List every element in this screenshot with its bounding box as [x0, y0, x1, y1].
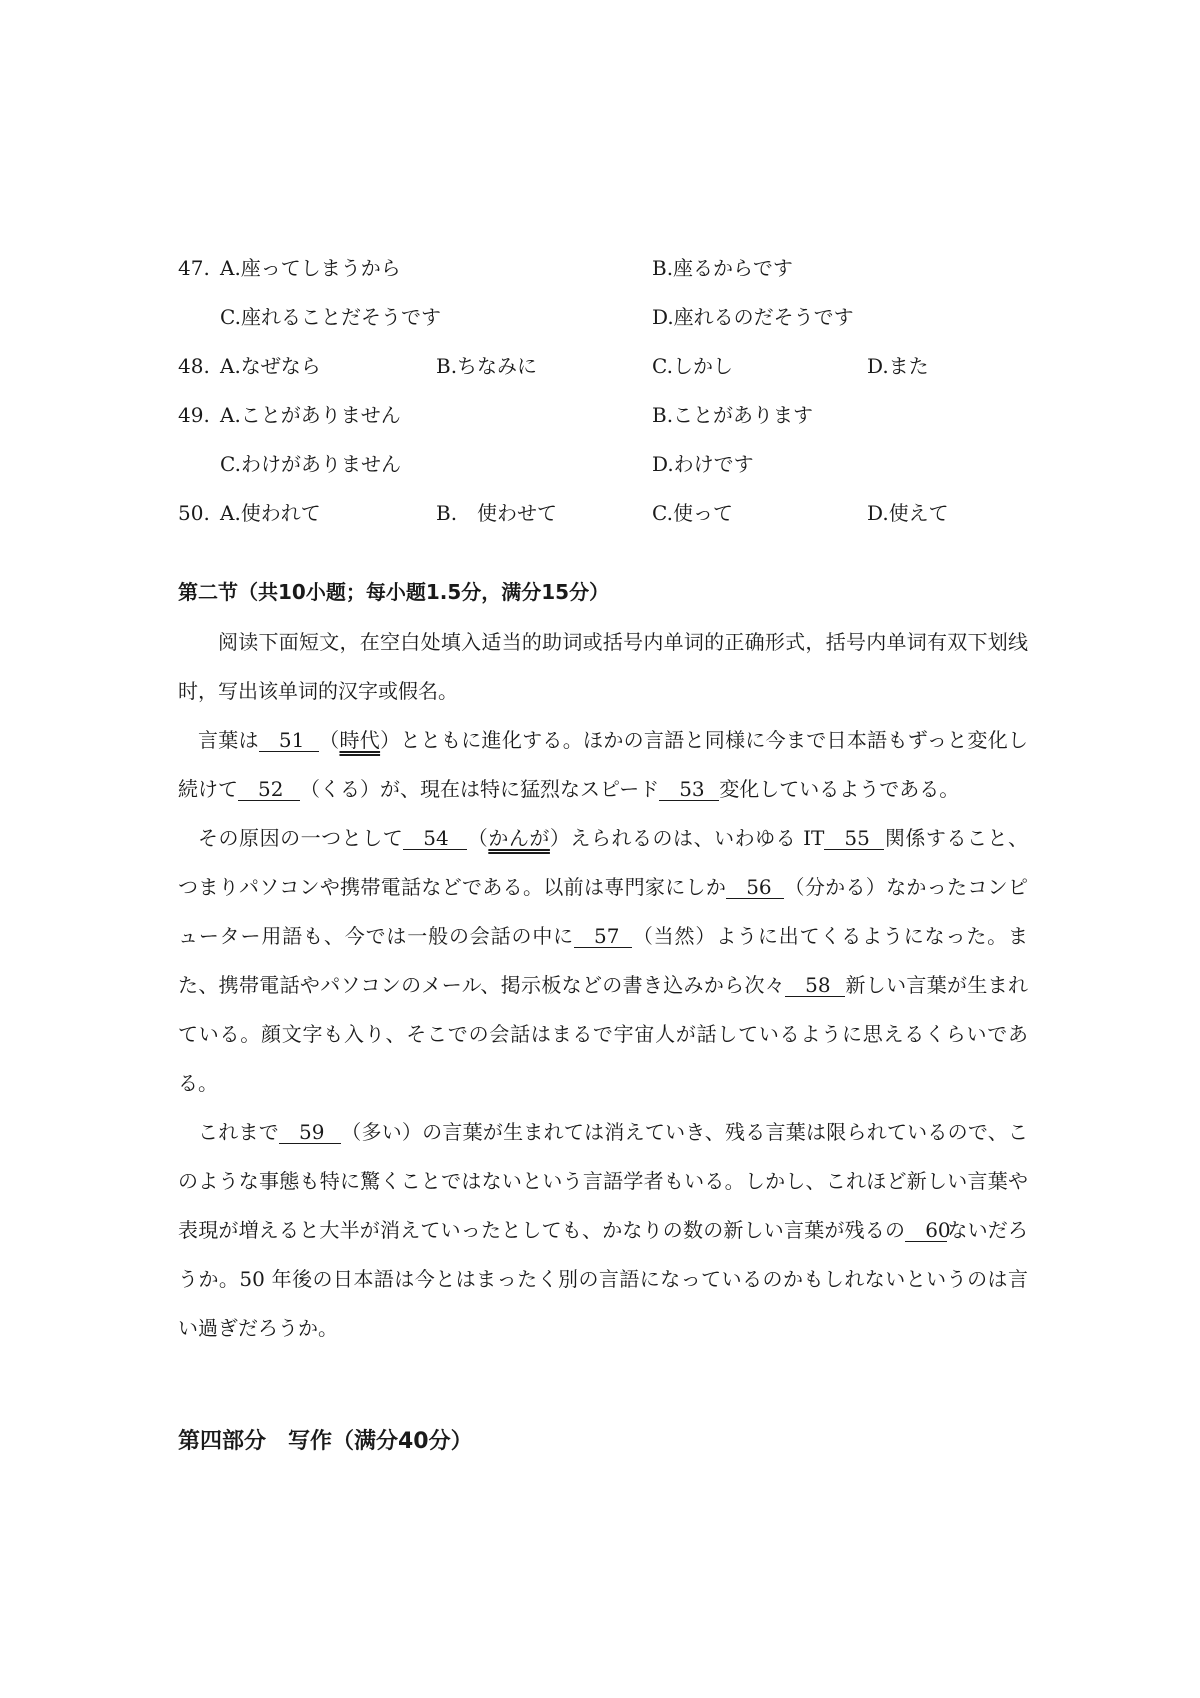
- option-c: C.しかし: [652, 354, 733, 378]
- blank-51: 51: [259, 729, 319, 752]
- text-run: その原因の一つとして: [198, 826, 404, 850]
- option-a: A.座ってしまうから: [220, 256, 401, 280]
- passage-body: [178, 618, 1028, 1353]
- question-number: 49.: [178, 403, 210, 427]
- question-number: 48.: [178, 354, 210, 378]
- blank-55: 55: [824, 827, 884, 850]
- text-run: （多い）の言葉が生まれては消えていき、残る言葉は限られているので、このような事態も特に驚くことではないという言語学者もいる。しかし、これほど新しい言葉や表現が増えると大半が消えていったとしても、かなりの数の新しい言葉が残るの: [178, 1120, 1028, 1242]
- text-run: （: [318, 728, 340, 752]
- question-number: 50.: [178, 501, 210, 525]
- instruction-text: 阅读下面短文，在空白处填入适当的助词或括号内单词的正确形式，括号内单词有双下划线时，写出该单词的汉字或假名。: [178, 630, 1028, 703]
- blank-53: 53: [659, 778, 719, 801]
- option-a: A.ことがありません: [220, 403, 401, 427]
- option-b: B.ことがあります: [652, 403, 814, 427]
- blank-57: 57: [574, 925, 632, 948]
- option-b: B.ちなみに: [436, 354, 538, 378]
- option-a: A.なぜなら: [220, 354, 321, 378]
- option-b: B.座るからです: [652, 256, 793, 280]
- option-b: B. 使わせて: [436, 501, 558, 525]
- blank-58: 58: [785, 974, 845, 997]
- option-d: D.使えて: [867, 501, 949, 525]
- option-c: C.座れることだそうです: [220, 305, 441, 329]
- text-run: 言葉は: [198, 728, 259, 752]
- blank-60: 60: [905, 1219, 947, 1242]
- text-run: ないだろうか。50 年後の日本語は今とはまったく別の言語になっているのかもしれないというのは言い過ぎだろうか。: [178, 1218, 1029, 1340]
- blank-54: 54: [403, 827, 467, 850]
- part-heading: 第四部分 写作（满分40分）: [178, 1429, 473, 1454]
- option-c: C.わけがありません: [220, 452, 401, 476]
- double-underlined-word: かんが: [488, 826, 550, 850]
- text-run: 変化しているようである。: [719, 777, 960, 801]
- passage-paragraph-2: [178, 814, 1028, 1108]
- option-d: D.また: [867, 354, 929, 378]
- text-run: ）えられるのは、いわゆる IT: [549, 826, 825, 850]
- blank-52: 52: [238, 778, 300, 801]
- question-number: 47.: [178, 256, 210, 280]
- option-d: D.座れるのだそうです: [652, 305, 854, 329]
- passage-paragraph-3: [178, 1108, 1028, 1353]
- text-run: （くる）が、現在は特に猛烈なスピード: [300, 777, 660, 801]
- text-run: （当然）ように出てくるようになった。また、携帯電話やパソコンのメール、掲示板などの書き込みから次々: [178, 924, 1028, 997]
- option-c: C.使って: [652, 501, 733, 525]
- text-run: （: [467, 826, 489, 850]
- text-run: 新しい言葉が生まれている。顔文字も入り、そこでの会話はまるで宇宙人が話しているように思えるくらいである。: [178, 973, 1029, 1095]
- text-run: 関係すること、つまりパソコンや携帯電話などである。以前は専門家にしか: [178, 826, 1029, 899]
- text-run: （分かる）なかったコンピューター用語も、今では一般の会話の中に: [178, 875, 1028, 948]
- passage-paragraph-1: [178, 716, 1028, 814]
- blank-59: 59: [279, 1121, 341, 1144]
- text-run: ）とともに進化する。ほかの言語と同様に今まで日本語もずっと変化し続けて: [178, 728, 1029, 801]
- blank-56: 56: [726, 876, 784, 899]
- double-underlined-word: 時代: [339, 728, 381, 752]
- text-run: これまで: [198, 1120, 279, 1144]
- section-heading: 第二节（共10小题；每小题1.5分，满分15分）: [178, 580, 610, 604]
- option-d: D.わけです: [652, 452, 754, 476]
- option-a: A.使われて: [220, 501, 321, 525]
